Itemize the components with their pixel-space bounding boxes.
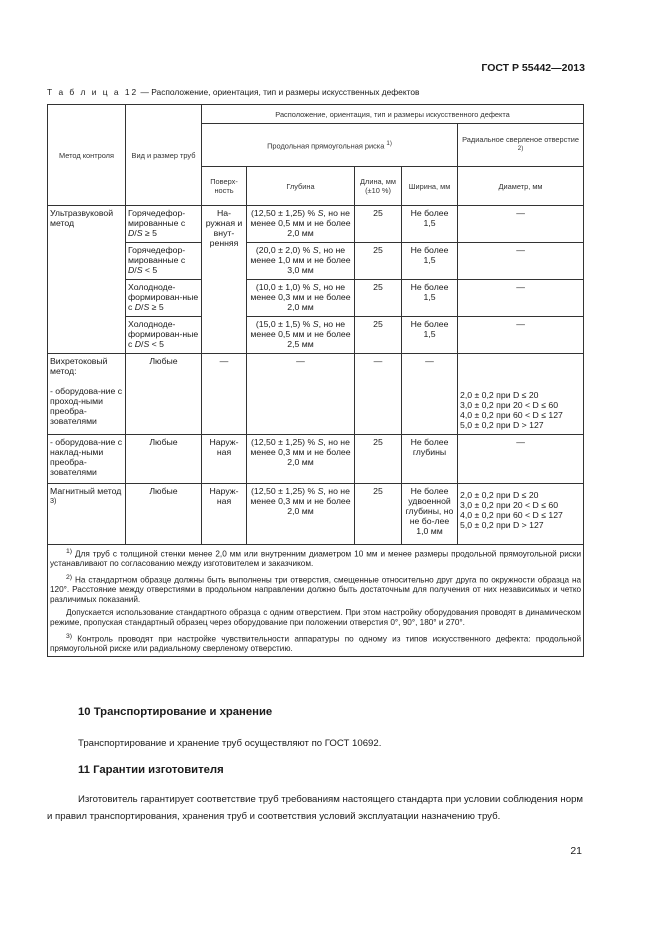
standard-number: ГОСТ Р 55442—2013 — [481, 62, 585, 74]
cell-diameter — [458, 484, 584, 545]
table-row-ultrasonic-2 — [48, 243, 584, 280]
cell-pipe-type: Любые — [126, 435, 202, 484]
diameter-line: 2,0 ± 0,2 при D ≤ 20 — [460, 390, 539, 400]
diameter-line: 5,0 ± 0,2 при D > 127 — [460, 520, 544, 530]
note-2: $^{2)}$ На стандартном образце должны быть выполнены три отверстия, смещенные относительно друг друга по окружности образца на 120°. Расстояние между отверстиями в продольном направлении должно быть достаточным для получения от них независимых и четко различимых показаний. — [50, 573, 582, 604]
header-length: Длина, мм (±10 %) — [355, 167, 402, 206]
cell-surface-ultrasonic: На-ружная и внут-ренняя — [202, 206, 247, 354]
cell-length: 25 — [355, 206, 402, 243]
table-row-ultrasonic-3 — [48, 280, 584, 317]
cell-method-eddy-overlay: - оборудова-ние с наклад-ными преобра-зователями — [48, 435, 126, 484]
table-caption — [47, 87, 419, 97]
table-caption-prefix: Т а б л и ц а 12 — [47, 87, 139, 97]
table-notes — [48, 545, 584, 657]
header-notch-text: Продольная прямоугольная риска — [267, 141, 385, 151]
header-hole — [458, 124, 584, 167]
cell-depth: (20,0 ± 2,0) % S, но не менее 1,0 мм и не более 3,0 мм — [247, 243, 355, 280]
eddy-method-passthrough: - оборудова-ние с проход-ными преобра-зователями — [50, 386, 123, 426]
cell-depth: (12,50 ± 1,25) % S, но не менее 0,3 мм и не более 2,0 мм — [247, 484, 355, 545]
diameter-line: 4,0 ± 0,2 при 60 < D ≤ 127 — [460, 410, 563, 420]
cell-width: Не более 1,5 — [402, 243, 458, 280]
header-width: Ширина, мм — [402, 167, 458, 206]
header-notch — [202, 124, 458, 167]
section-10-title: 10 Транспортирование и хранение — [78, 706, 273, 718]
diameter-line: 3,0 ± 0,2 при 20 < D ≤ 60 — [460, 500, 559, 510]
cell-diameter — [458, 354, 584, 435]
cell-pipe-type: Любые — [126, 354, 202, 435]
header-notch-sup: 1) — [386, 140, 392, 148]
cell-method-ultrasonic: Ультразвуковой метод — [48, 206, 126, 354]
header-method: Метод контроля — [48, 105, 126, 206]
cell-depth: (10,0 ± 1,0) % S, но не менее 0,3 мм и не более 2,0 мм — [247, 280, 355, 317]
note-2-addition: Допускается использование стандартного образца с одним отверстием. При этом настройку оборудования проводят в динамическом режиме, пропуская стандартный образец через оборудование при положении отверстия 0°, 90°, 180° и 270°. — [50, 608, 582, 628]
cell-diameter: — — [458, 317, 584, 354]
section-10-text: Транспортирование и хранение труб осуществляют по ГОСТ 10692. — [78, 738, 382, 749]
cell-length: 25 — [355, 484, 402, 545]
header-hole-text: Радиальное сверленое отверстие — [462, 134, 579, 144]
header-pipe-type: Вид и размер труб — [126, 105, 202, 206]
diameter-line: 2,0 ± 0,2 при D ≤ 20 — [460, 490, 539, 500]
cell-length: — — [355, 354, 402, 435]
header-surface: Поверх-ность — [202, 167, 247, 206]
cell-length: 25 — [355, 280, 402, 317]
cell-surface: Наруж-ная — [202, 435, 247, 484]
cell-width: Не более глубины — [402, 435, 458, 484]
defects-table — [47, 104, 584, 657]
header-hole-sup: 2) — [517, 144, 524, 152]
table-row-ultrasonic-4 — [48, 317, 584, 354]
cell-width: Не более 1,5 — [402, 317, 458, 354]
cell-pipe-type: Холодноде-формирован-ные с D/S < 5 — [126, 317, 202, 354]
cell-diameter: — — [458, 206, 584, 243]
cell-depth: (12,50 ± 1,25) % S, но не менее 0,3 мм и не более 2,0 мм — [247, 435, 355, 484]
cell-diameter: — — [458, 280, 584, 317]
cell-diameter: — — [458, 435, 584, 484]
cell-method-eddy — [48, 354, 126, 435]
cell-method-magnetic: Магнитный метод $^{3)}$ — [48, 484, 126, 545]
header-depth: Глубина — [247, 167, 355, 206]
table-notes-row — [48, 545, 584, 657]
cell-surface: Наруж-ная — [202, 484, 247, 545]
cell-pipe-type: Любые — [126, 484, 202, 545]
header-row-1 — [48, 105, 584, 124]
cell-length: 25 — [355, 243, 402, 280]
table-caption-text: — Расположение, ориентация, тип и размеры искусственных дефектов — [138, 87, 420, 97]
page-number: 21 — [570, 845, 582, 857]
cell-width: Не более удвоенной глубины, но не бо-лее 1,0 мм — [402, 484, 458, 545]
cell-pipe-type: Горячедефор-мированные с D/S ≥ 5 — [126, 206, 202, 243]
diameter-line: 4,0 ± 0,2 при 60 < D ≤ 127 — [460, 510, 563, 520]
table-row-eddy-2 — [48, 435, 584, 484]
cell-width: Не более 1,5 — [402, 280, 458, 317]
header-defects: Расположение, ориентация, тип и размеры искусственного дефекта — [202, 105, 584, 124]
cell-width: Не более 1,5 — [402, 206, 458, 243]
cell-length: 25 — [355, 317, 402, 354]
cell-surface: — — [202, 354, 247, 435]
section-11-title: 11 Гарантии изготовителя — [78, 764, 224, 776]
note-1: $^{1)}$ Для труб с толщиной стенки менее 2,0 мм или внутренним диаметром 10 мм и менее размеры продольной прямоугольной риски устанавливают по согласованию между изготовителем и заказчиком. — [50, 548, 582, 569]
table-row-magnetic — [48, 484, 584, 545]
diameter-line: 5,0 ± 0,2 при D > 127 — [460, 420, 544, 430]
cell-depth: (12,50 ± 1,25) % S, но не менее 0,5 мм и не более 2,0 мм — [247, 206, 355, 243]
section-11-text: Изготовитель гарантирует соответствие труб требованиям настоящего стандарта при условии соблюдения норм и правил транспортирования, хранения труб и соответствия условий эксплуатации назначению труб. — [47, 794, 583, 823]
cell-depth: — — [247, 354, 355, 435]
cell-length: 25 — [355, 435, 402, 484]
cell-pipe-type: Холодноде-формирован-ные с D/S ≥ 5 — [126, 280, 202, 317]
header-diameter: Диаметр, мм — [458, 167, 584, 206]
cell-diameter: — — [458, 243, 584, 280]
cell-width: — — [402, 354, 458, 435]
eddy-method-title: Вихретоковый метод: — [50, 356, 108, 376]
diameter-line: 3,0 ± 0,2 при 20 < D ≤ 60 — [460, 400, 559, 410]
cell-pipe-type: Горячедефор-мированные с D/S < 5 — [126, 243, 202, 280]
cell-depth: (15,0 ± 1,5) % S, но не менее 0,5 мм и не более 2,5 мм — [247, 317, 355, 354]
table-row-eddy-1 — [48, 354, 584, 435]
table-row-ultrasonic-1 — [48, 206, 584, 243]
note-3: $^{3)}$ Контроль проводят при настройке чувствительности аппаратуры по одному из типов искусственного дефекта: продольной прямоугольной риске или радиальному сверленому отверстию. — [50, 632, 582, 653]
